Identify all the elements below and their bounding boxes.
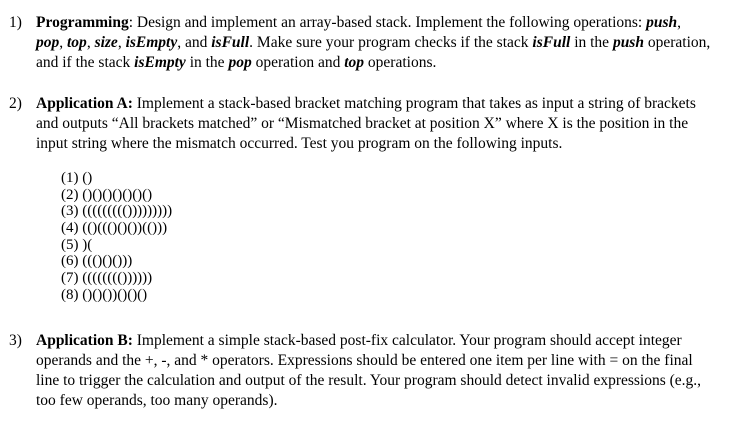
text-run: operation and [251,54,345,71]
op-isempty: isEmpty [134,54,186,71]
op-push: push [612,34,644,51]
item-body [36,94,736,154]
text-run: Implement a simple stack-based post-fix calculator. Your program should accept integer [132,332,682,349]
test-input: (3) ((((((((())))))))) [61,203,173,220]
item-number: 1) [9,14,22,31]
text-run: , [677,14,681,31]
item-number: 3) [9,332,22,349]
test-input: (7) (((((((()))))) [61,270,153,287]
test-input: (1) () [61,170,93,186]
text-line: and outputs “All brackets matched” or “Mismatched bracket at position X” where X is the position in the [36,115,689,132]
text-line [36,53,736,73]
op-push: push [646,14,678,31]
test-input: (8) ()()())()()() [61,286,148,303]
test-input-list [61,170,172,304]
text-line [36,331,736,351]
test-input: (5) )( [61,236,93,253]
op-isempty: isEmpty [125,34,178,51]
op-pop: pop [228,54,252,71]
text-line: input string where the mismatch occurred. Test you program on the following inputs. [36,135,563,152]
op-top: top [67,34,87,51]
test-input: (4) (()((()()())(())) [61,220,168,237]
text-run: , [117,34,126,51]
text-run: , and [177,34,212,51]
text-run: operation, [643,34,711,51]
item-title: Programming [36,14,129,31]
text-line: too few operands, too many operands). [36,392,278,409]
op-size: size [94,34,118,51]
item-number: 2) [9,95,22,112]
test-input: (2) ()()()()()()() [61,186,153,203]
text-line: line to trigger the calculation and output of the result. Your program should detect invalid expressions (e.g., [36,372,702,389]
item-title: Application B: [36,332,133,349]
item-body [36,13,736,73]
text-run: in the [185,54,229,71]
text-run: in the [570,34,613,51]
text-line [36,13,736,33]
item-title: Application A: [36,95,133,112]
text-line [36,33,736,53]
op-pop: pop [36,34,60,51]
text-run: operations. [364,54,437,71]
text-run: and if the stack [36,54,135,71]
op-isfull: isFull [211,34,250,51]
text-run: . Make sure your program checks if the stack [249,34,533,51]
text-run: , [59,34,67,51]
text-run: : Design and implement an array-based stack. Implement the following operations: [128,14,647,31]
text-line [36,94,736,114]
op-top: top [344,54,365,71]
item-body [36,331,736,411]
test-input: (6) ((()()())) [61,253,133,270]
text-line: operands and the +, -, and * operators. Expressions should be entered one item per line with = on the final [36,352,693,369]
text-run: , [86,34,95,51]
op-isfull: isFull [532,34,571,51]
text-run: Implement a stack-based bracket matching program that takes as input a string of brackets [132,95,696,112]
